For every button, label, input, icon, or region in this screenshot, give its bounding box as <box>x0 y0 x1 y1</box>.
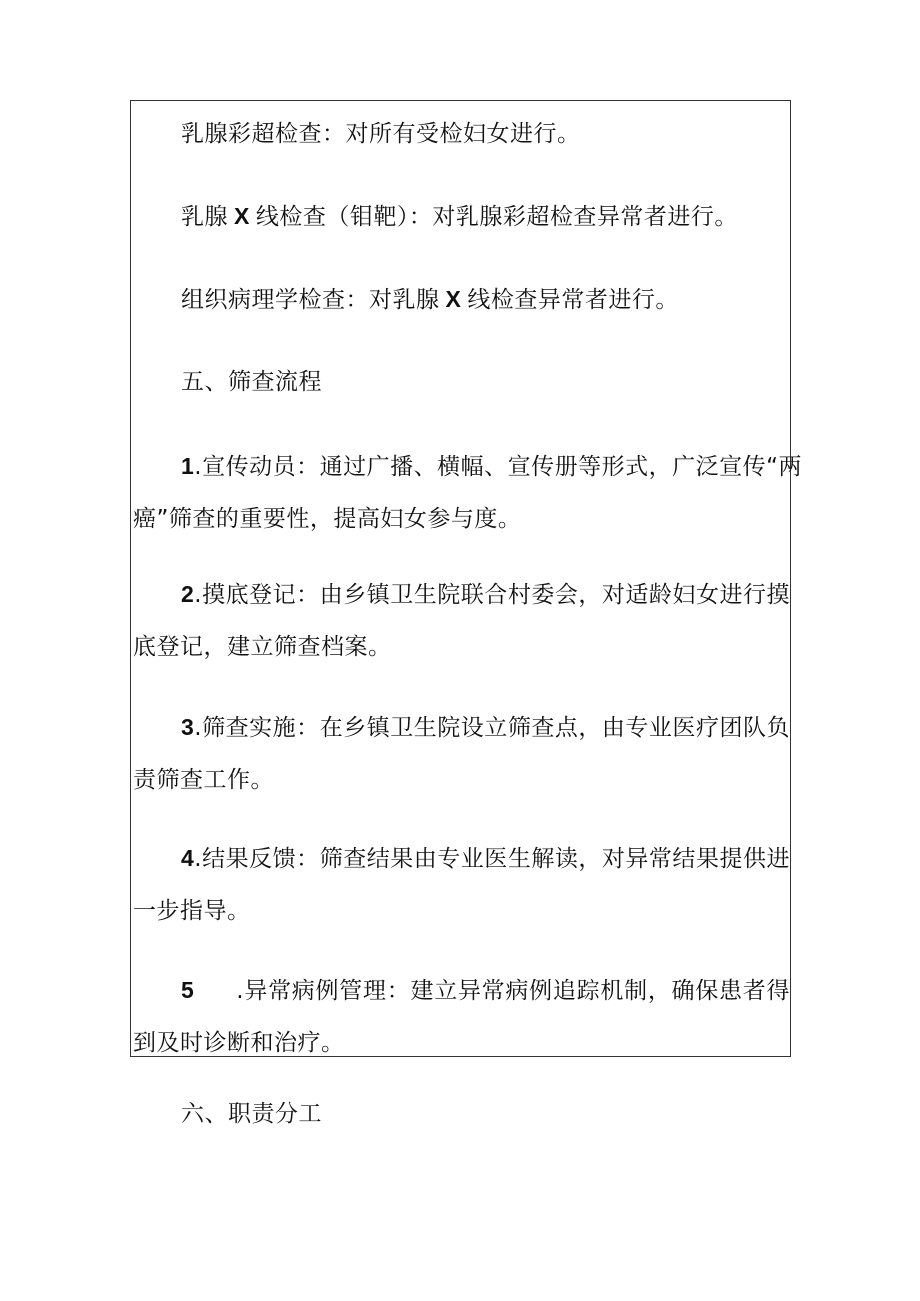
step-line-1: 4.结果反馈：筛查结果由专业医生解读，对异常结果提供进 <box>181 845 790 872</box>
section-heading-5: 五、筛查流程 <box>181 369 322 395</box>
step-line-2: 一步指导。 <box>133 898 251 924</box>
step-line-2: 责筛查工作。 <box>133 767 274 793</box>
step-item-1 <box>133 440 803 545</box>
step-item-3 <box>133 701 790 806</box>
step-line-1: 5 .异常病例管理：建立异常病例追踪机制，确保患者得 <box>181 977 790 1004</box>
exam-label: 组织病理学检查 <box>181 287 346 313</box>
exam-xray: 乳腺 X 线检查（钼靶）：对乳腺彩超检查异常者进行。 <box>181 203 738 230</box>
exam-text: 对乳腺彩超检查异常者进行。 <box>432 204 738 230</box>
step-item-2 <box>133 568 790 673</box>
section-heading-6: 六、职责分工 <box>181 1101 322 1127</box>
step-line-2: 癌”筛查的重要性，提高妇女参与度。 <box>133 506 522 532</box>
step-item-4 <box>133 832 790 937</box>
step-line-1: 2.摸底登记：由乡镇卫生院联合村委会，对适龄妇女进行摸 <box>181 581 790 608</box>
step-line-2: 到及时诊断和治疗。 <box>133 1030 345 1056</box>
step-line-1: 1.宣传动员：通过广播、横幅、宣传册等形式，广泛宣传“两 <box>181 453 803 480</box>
exam-label: 乳腺彩超检查 <box>181 121 322 147</box>
exam-ultrasound: 乳腺彩超检查：对所有受检妇女进行。 <box>181 121 581 147</box>
step-line-2: 底登记，建立筛查档案。 <box>133 634 392 660</box>
exam-pathology: 组织病理学检查：对乳腺 X 线检查异常者进行。 <box>181 286 679 313</box>
step-item-5 <box>133 964 790 1069</box>
step-line-1: 3.筛查实施：在乡镇卫生院设立筛查点，由专业医疗团队负 <box>181 714 790 741</box>
exam-text: 对所有受检妇女进行。 <box>345 121 581 147</box>
